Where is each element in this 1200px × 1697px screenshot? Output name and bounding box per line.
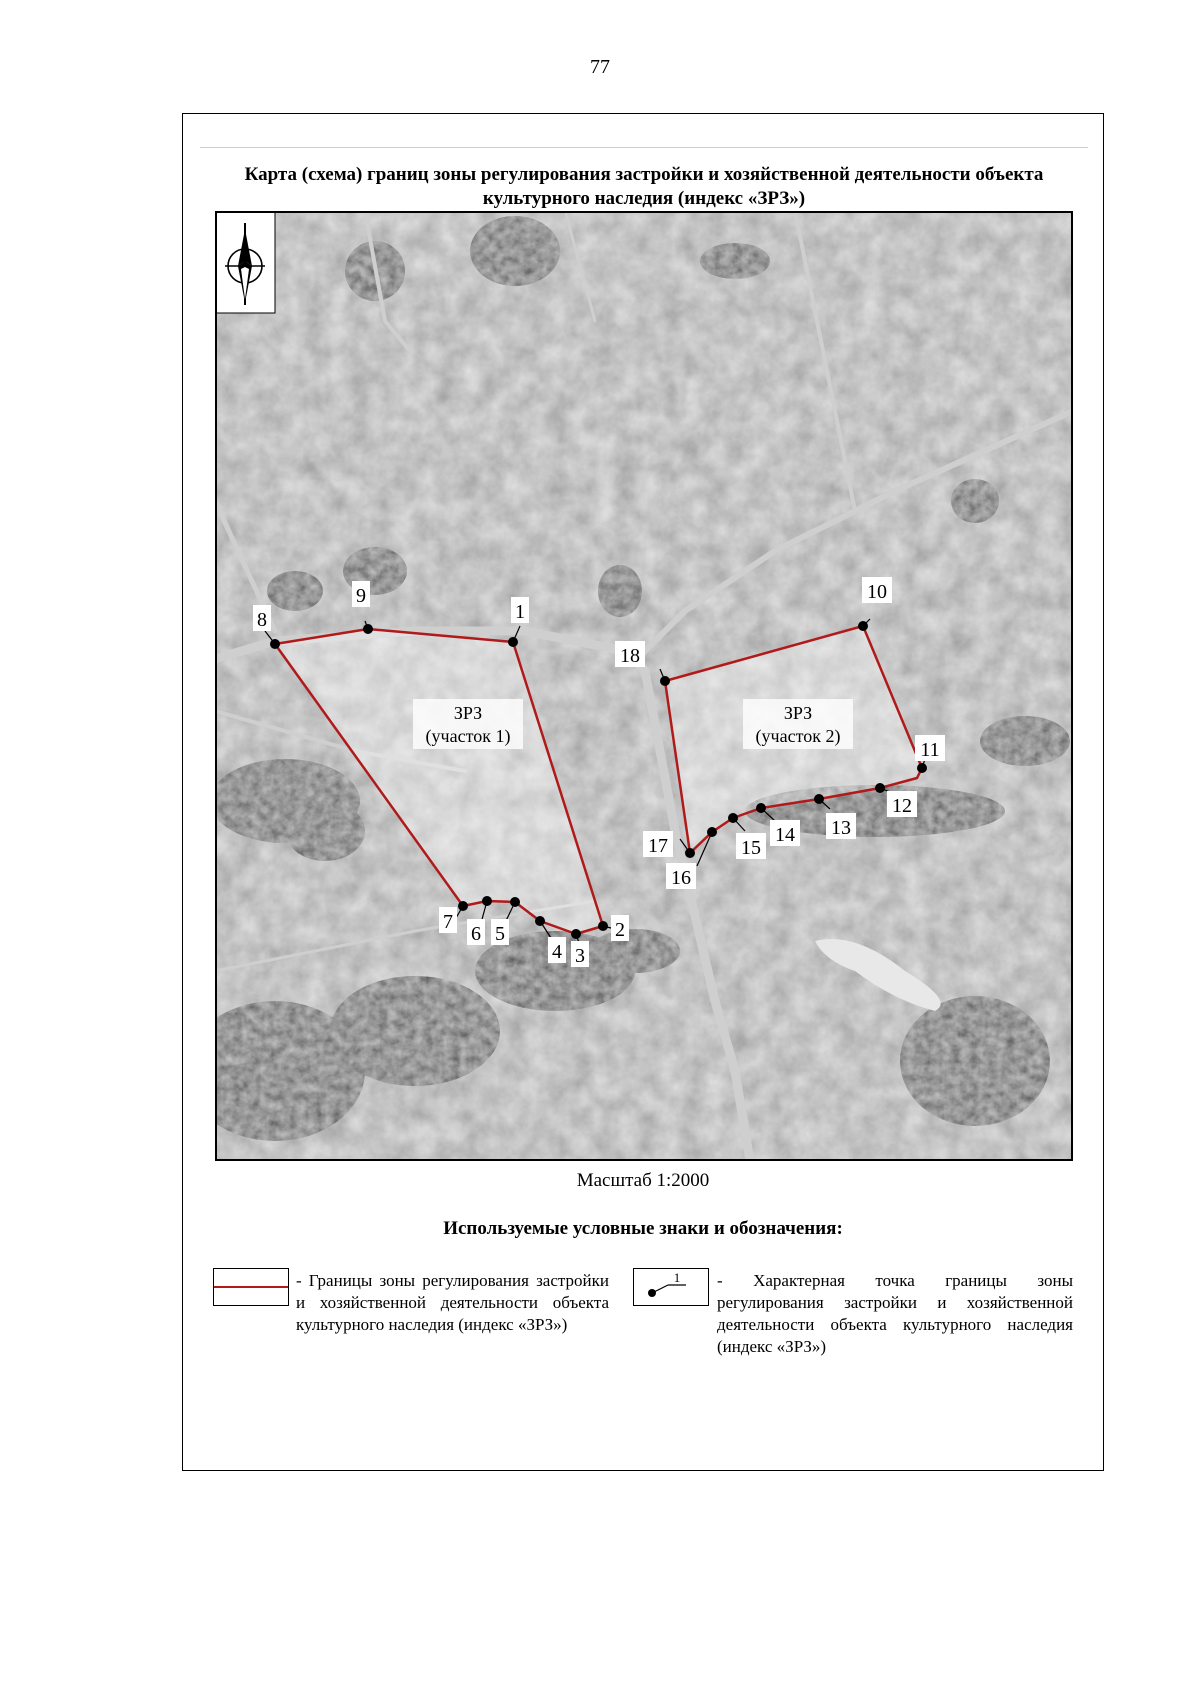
boundary-point-icon [633,1268,709,1306]
boundary-line-sample [214,1286,288,1288]
boundary-point-13[interactable] [814,794,824,804]
legend-item-boundary-text: - Границы зоны регулирования застройки и хозяйственной деятельности объекта культурного наследия (индекс «ЗРЗ») [296,1271,609,1334]
point-label-15 [736,833,766,859]
point-label-11 [915,735,945,761]
zone-1-label-sub: (участок 1) [425,726,511,746]
legend-item-point-text: - Характерная точка границы зоны регулирования застройки и хозяйственной деятельности объекта культурного наследия (индекс «ЗРЗ») [717,1271,1073,1356]
boundary-point-4[interactable] [535,916,545,926]
point-label-1 [511,597,529,623]
boundary-point-2[interactable] [598,921,608,931]
boundary-point-15[interactable] [728,813,738,823]
point-label-3 [571,941,589,967]
boundary-point-12[interactable] [875,783,885,793]
boundary-point-9[interactable] [363,624,373,634]
svg-text:5: 5 [495,923,505,945]
boundary-point-10[interactable] [858,621,868,631]
svg-text:6: 6 [471,923,481,945]
boundary-point-5[interactable] [510,897,520,907]
svg-text:4: 4 [552,941,562,963]
point-label-7 [439,907,457,933]
point-label-18 [615,641,645,667]
boundary-line-icon [213,1268,289,1306]
boundary-point-7[interactable] [458,901,468,911]
svg-text:17: 17 [648,835,668,857]
point-label-14 [770,820,800,846]
svg-text:3: 3 [575,945,585,967]
point-label-2 [611,915,629,941]
point-label-4 [548,937,566,963]
svg-text:7: 7 [443,911,453,933]
svg-text:14: 14 [775,824,795,846]
zone-2-label-sub: (участок 2) [755,726,841,746]
svg-text:12: 12 [892,795,912,817]
svg-text:15: 15 [741,837,761,859]
svg-text:10: 10 [867,581,887,603]
point-label-12 [887,791,917,817]
svg-text:13: 13 [831,817,851,839]
zone-2-label-name: ЗРЗ [783,703,813,723]
boundary-point-3[interactable] [571,929,581,939]
point-label-9 [352,581,370,607]
legend-point-sample-label: 1 [673,1270,681,1285]
map-title: Карта (схема) границ зоны регулирования застройки и хозяйственной деятельности объекта культурного наследия (индекс «ЗРЗ») [244,164,1044,209]
point-label-13 [826,813,856,839]
svg-text:9: 9 [356,585,366,607]
boundary-point-6[interactable] [482,896,492,906]
boundary-point-17[interactable] [685,848,695,858]
map-scale: Масштаб 1:2000 [576,1170,710,1191]
aerial-map[interactable] [215,211,1073,1161]
boundary-point-1[interactable] [508,637,518,647]
point-label-5 [491,919,509,945]
point-label-17 [643,831,673,857]
boundary-point-18[interactable] [660,676,670,686]
top-rule [200,147,1088,148]
boundary-point-11[interactable] [917,763,927,773]
page-number: 77 [590,56,610,78]
boundary-point-16[interactable] [707,827,717,837]
point-label-16 [666,863,696,889]
svg-text:11: 11 [920,739,940,761]
boundary-point-14[interactable] [756,803,766,813]
point-label-8 [253,605,271,631]
legend-title: Используемые условные знаки и обозначения: [443,1218,843,1239]
svg-text:1: 1 [515,601,525,623]
svg-text:16: 16 [671,867,691,889]
svg-text:18: 18 [620,645,640,667]
svg-text:8: 8 [257,609,267,631]
boundary-point-8[interactable] [270,639,280,649]
north-arrow-icon [215,211,275,313]
zone-1-label-name: ЗРЗ [453,703,483,723]
point-label-10 [862,577,892,603]
svg-text:2: 2 [615,919,625,941]
point-label-6 [467,919,485,945]
